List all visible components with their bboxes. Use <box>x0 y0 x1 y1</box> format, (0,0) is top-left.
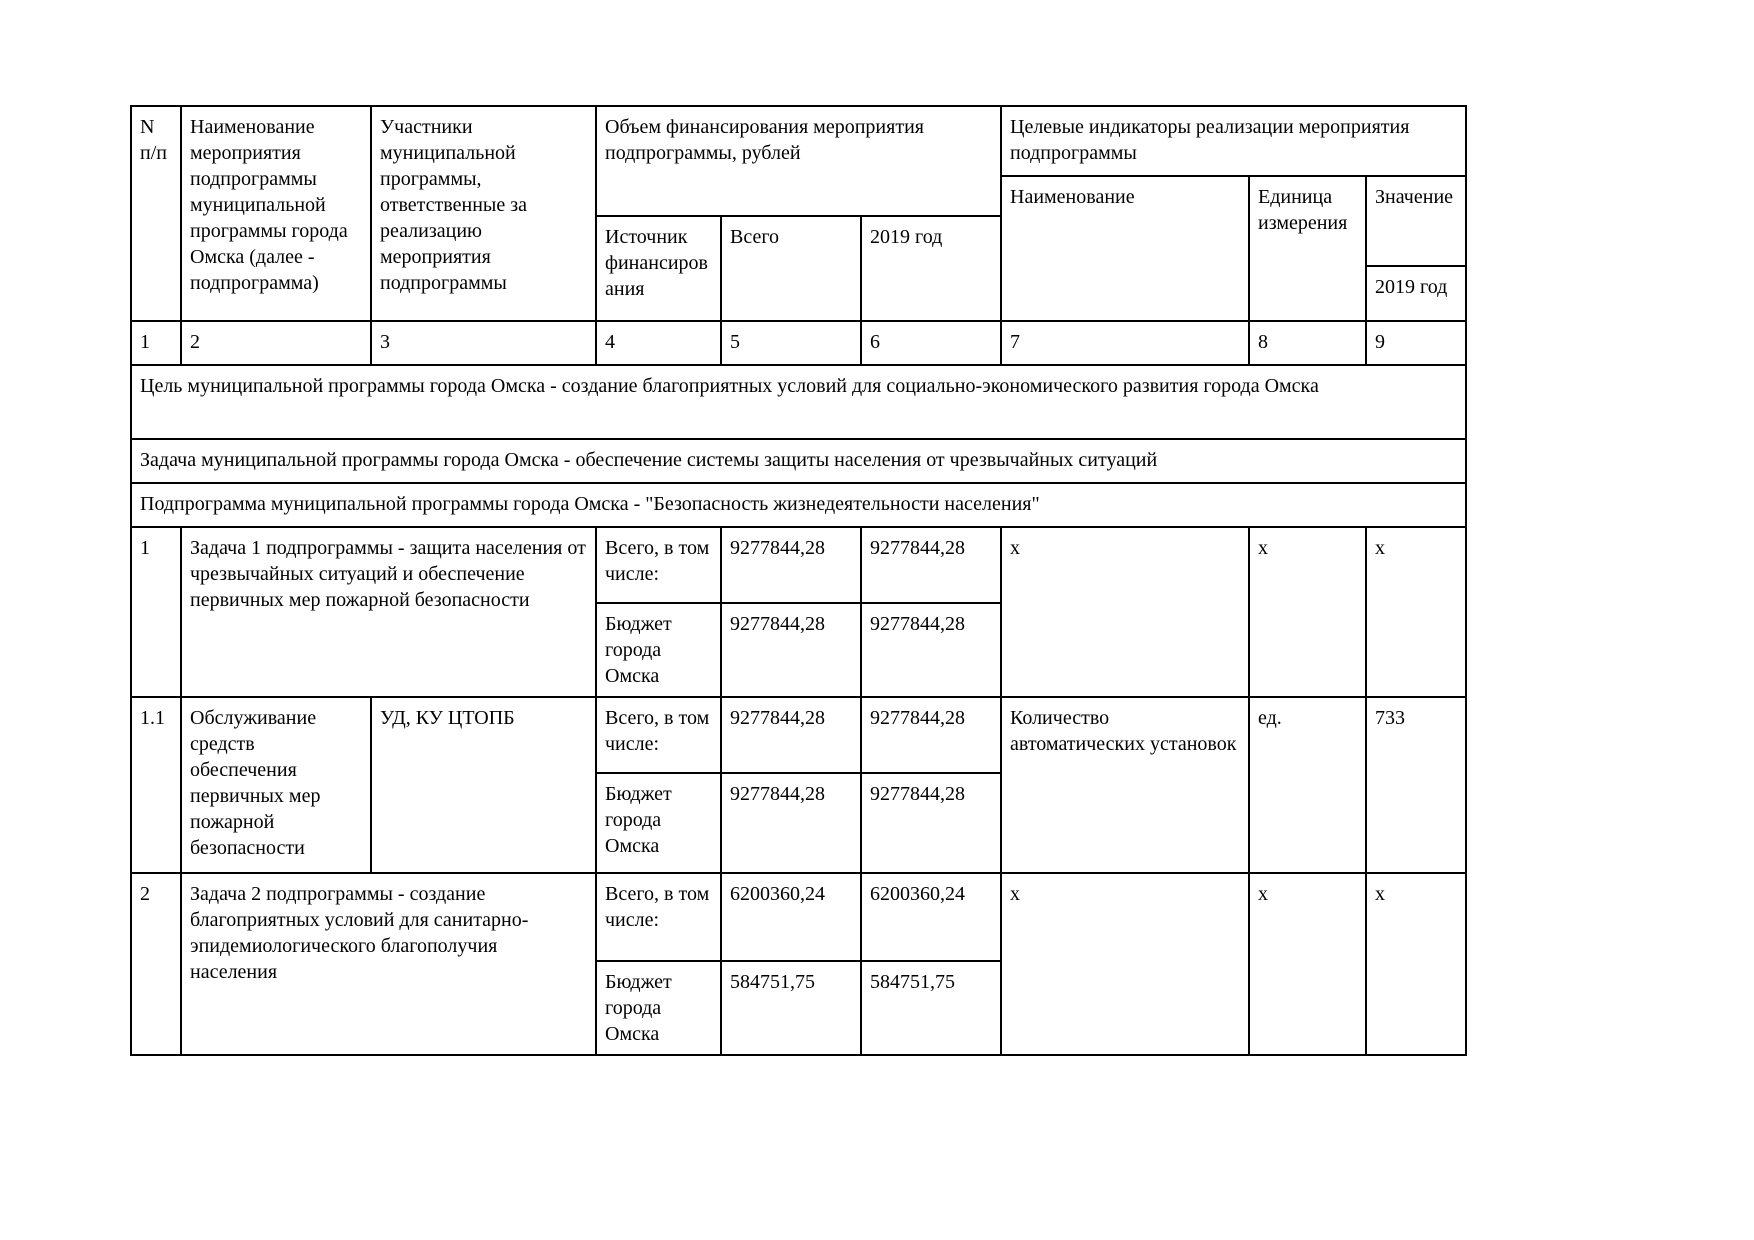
task-row <box>131 439 1466 483</box>
funding-total-cell: 9277844,28 <box>721 697 861 773</box>
header-cell-participants: Участники муниципальной программы, ответственные за реализацию мероприятия подпрограммы <box>371 106 596 321</box>
subprogram-text: Подпрограмма муниципальной программы города Омска - "Безопасность жизнедеятельности населения" <box>131 483 1466 527</box>
column-number-row <box>131 321 1466 365</box>
table-row <box>131 873 1466 961</box>
funding-total-cell: 584751,75 <box>721 961 861 1055</box>
funding-source-cell: Бюджет города Омска <box>596 961 721 1055</box>
indicator-name-cell: Количество автоматических установок <box>1001 697 1249 873</box>
funding-total-cell: 6200360,24 <box>721 873 861 961</box>
header-cell-source: Источник финансиров ания <box>596 216 721 321</box>
header-row-a <box>131 106 1466 176</box>
indicator-value-cell: x <box>1366 873 1466 1055</box>
column-number: 1 <box>131 321 181 365</box>
funding-source-cell: Бюджет города Омска <box>596 603 721 697</box>
funding-total-cell: 9277844,28 <box>721 603 861 697</box>
funding-year-cell: 6200360,24 <box>861 873 1001 961</box>
row-participants-cell: УД, КУ ЦТОПБ <box>371 697 596 873</box>
indicator-name-cell: x <box>1001 527 1249 697</box>
indicator-unit-cell: x <box>1249 873 1366 1055</box>
column-number: 4 <box>596 321 721 365</box>
task-text: Задача муниципальной программы города Омска - обеспечение системы защиты населения от чрезвычайных ситуаций <box>131 439 1466 483</box>
header-cell-total: Всего <box>721 216 861 321</box>
funding-source-cell: Всего, в том числе: <box>596 697 721 773</box>
column-number: 7 <box>1001 321 1249 365</box>
funding-year-cell: 9277844,28 <box>861 773 1001 873</box>
column-number: 6 <box>861 321 1001 365</box>
header-cell-indicator-name: Наименование <box>1001 176 1249 321</box>
row-name-cell: Задача 1 подпрограммы - защита населения от чрезвычайных ситуаций и обеспечение первичных мер пожарной безопасности <box>181 527 596 697</box>
funding-year-cell: 9277844,28 <box>861 603 1001 697</box>
table-row <box>131 527 1466 603</box>
indicator-value-cell: 733 <box>1366 697 1466 873</box>
indicator-unit-cell: ед. <box>1249 697 1366 873</box>
header-cell-finance-group: Объем финансирования мероприятия подпрограммы, рублей <box>596 106 1001 216</box>
document-page <box>130 105 1470 1056</box>
column-number: 3 <box>371 321 596 365</box>
header-cell-indicators-group: Целевые индикаторы реализации мероприятия подпрограммы <box>1001 106 1466 176</box>
column-number: 9 <box>1366 321 1466 365</box>
header-cell-unit: Единица измерения <box>1249 176 1366 321</box>
row-num-cell: 1.1 <box>131 697 181 873</box>
program-table <box>130 105 1467 1056</box>
header-cell-name: Наименование мероприятия подпрограммы муниципальной программы города Омска (далее - подпрограмма) <box>181 106 371 321</box>
row-num-cell: 1 <box>131 527 181 697</box>
indicator-unit-cell: x <box>1249 527 1366 697</box>
header-cell-year: 2019 год <box>861 216 1001 321</box>
indicator-name-cell: x <box>1001 873 1249 1055</box>
goal-row <box>131 365 1466 439</box>
funding-total-cell: 9277844,28 <box>721 773 861 873</box>
goal-text: Цель муниципальной программы города Омска - создание благоприятных условий для социально-экономического развития города Омска <box>131 365 1466 439</box>
table-row <box>131 697 1466 773</box>
funding-year-cell: 9277844,28 <box>861 527 1001 603</box>
column-number: 5 <box>721 321 861 365</box>
row-num-cell: 2 <box>131 873 181 1055</box>
header-cell-value-year: 2019 год <box>1366 266 1466 321</box>
header-cell-value: Значение <box>1366 176 1466 266</box>
column-number: 8 <box>1249 321 1366 365</box>
row-name-cell: Обслуживание средств обеспечения первичных мер пожарной безопасности <box>181 697 371 873</box>
subprogram-row <box>131 483 1466 527</box>
funding-year-cell: 584751,75 <box>861 961 1001 1055</box>
column-number: 2 <box>181 321 371 365</box>
funding-source-cell: Всего, в том числе: <box>596 873 721 961</box>
funding-total-cell: 9277844,28 <box>721 527 861 603</box>
funding-year-cell: 9277844,28 <box>861 697 1001 773</box>
funding-source-cell: Всего, в том числе: <box>596 527 721 603</box>
header-cell-num: N п/п <box>131 106 181 321</box>
funding-source-cell: Бюджет города Омска <box>596 773 721 873</box>
indicator-value-cell: x <box>1366 527 1466 697</box>
row-name-cell: Задача 2 подпрограммы - создание благоприятных условий для санитарно-эпидемиологического благополучия населения <box>181 873 596 1055</box>
